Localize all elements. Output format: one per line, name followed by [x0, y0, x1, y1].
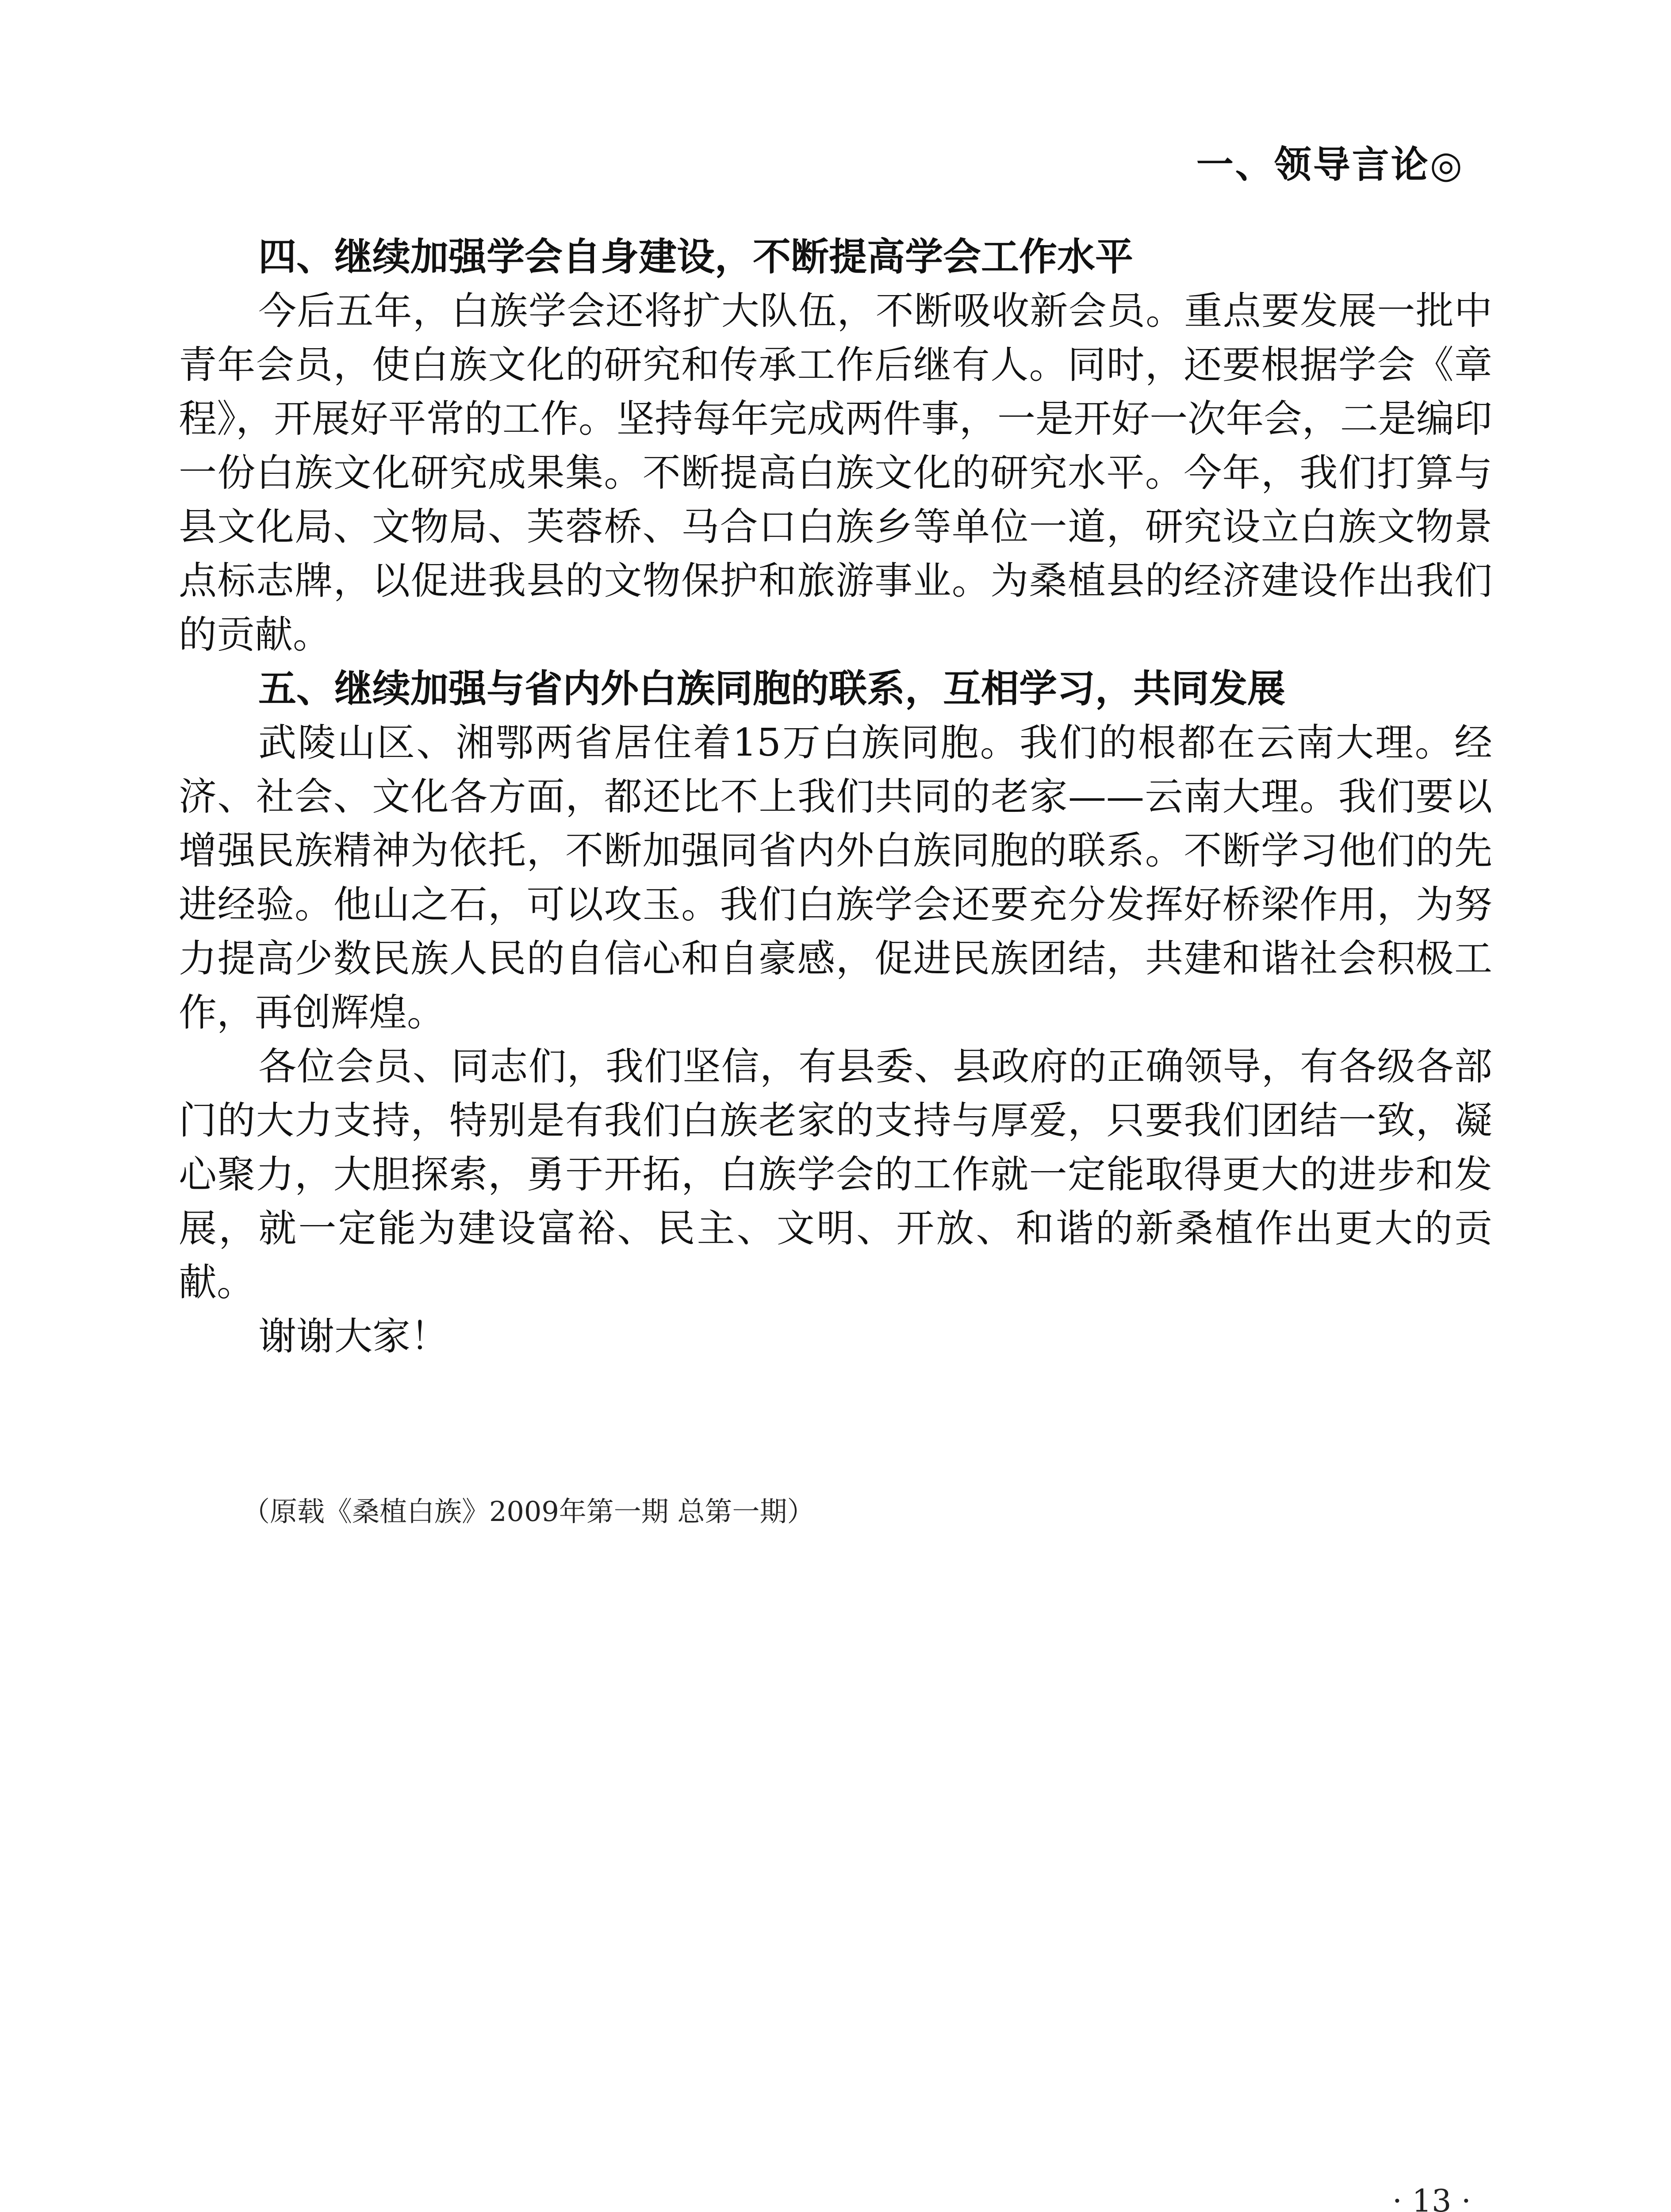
section-4-paragraph: 今后五年，白族学会还将扩大队伍，不断吸收新会员。重点要发展一批中青年会员，使白族文化的研究和传承工作后继有人。同时，还要根据学会《章程》，开展好平常的工作。坚持每年完成两件事，一是开好一次年会，二是编印一份白族文化研究成果集。不断提高白族文化的研究水平。今年，我们打算与县文化局、文物局、芙蓉桥、马合口白族乡等单位一道，研究设立白族文物景点标志牌，以促进我县的文物保护和旅游事业。为桑植县的经济建设作出我们的贡献。 [179, 289, 1492, 657]
section-5-paragraph-2: 各位会员、同志们，我们坚信，有县委、县政府的正确领导，有各级各部门的大力支持，特别是有我们白族老家的支持与厚爱，只要我们团结一致，凝心聚力，大胆探索，勇于开拓，白族学会的工作就一定能取得更大的进步和发展，就一定能为建设富裕、民主、文明、开放、和谐的新桑植作出更大的贡献。 [179, 1045, 1492, 1305]
running-header: 一、领导言论◎ [1196, 143, 1464, 186]
article-body [179, 230, 1492, 1363]
source-note: （原载《桑植白族》2009年第一期 总第一期） [242, 1495, 815, 1528]
closing-thanks: 谢谢大家！ [258, 1314, 448, 1359]
section-heading-4: 四、继续加强学会自身建设，不断提高学会工作水平 [258, 235, 1133, 279]
page-number: · 13 · [1392, 2183, 1471, 2212]
section-heading-5: 五、继续加强与省内外白族同胞的联系，互相学习，共同发展 [258, 667, 1285, 711]
section-5-paragraph-1: 武陵山区、湘鄂两省居住着15万白族同胞。我们的根都在云南大理。经济、社会、文化各方面，都还比不上我们共同的老家——云南大理。我们要以增强民族精神为依托，不断加强同省内外白族同胞的联系。不断学习他们的先进经验。他山之石，可以攻玉。我们白族学会还要充分发挥好桥梁作用，为努力提高少数民族人民的自信心和自豪感，促进民族团结，共建和谐社会积极工作，再创辉煌。 [179, 721, 1492, 1035]
